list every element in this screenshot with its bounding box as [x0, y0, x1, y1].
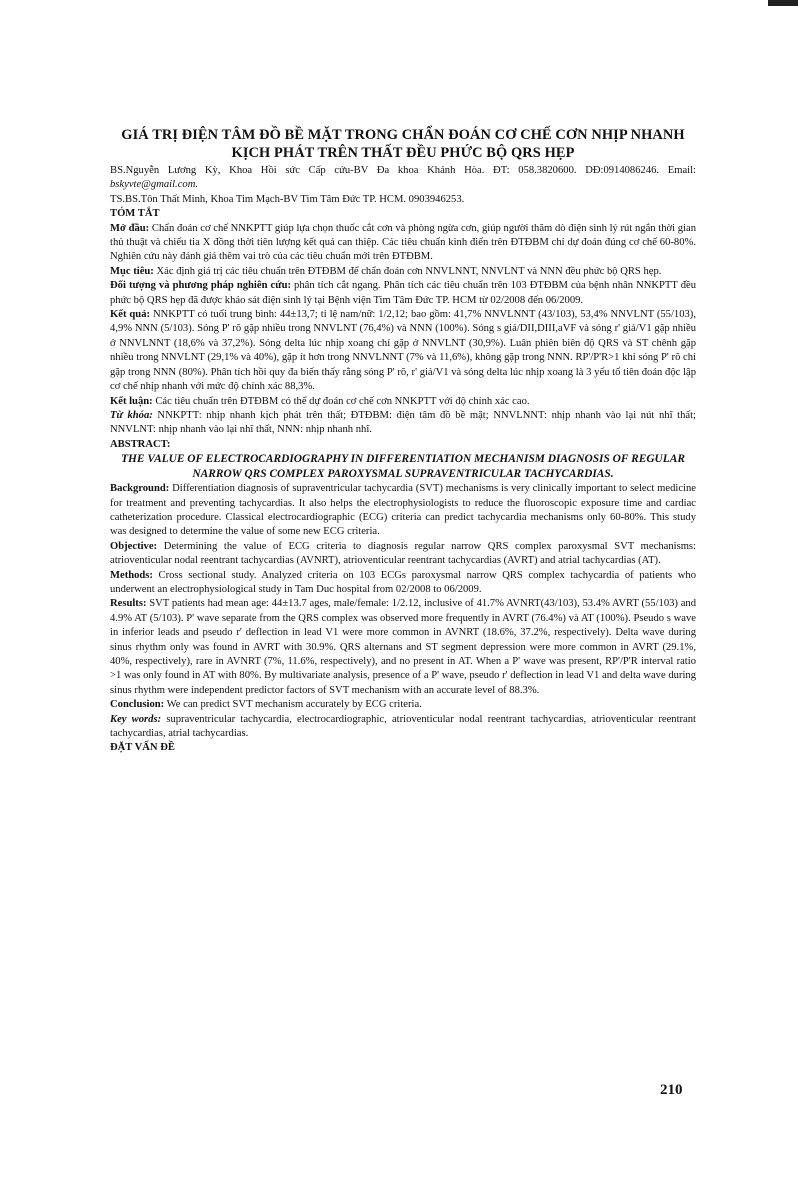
abstract-methods: Methods: Cross sectional study. Analyzed criteria on 103 ECGs paroxysmal narrow QRS complex tachycardia of patients who underwent an electrophysiological study in Tam Duc hospital from 02/2008 to 06/2009.: [110, 569, 696, 595]
abstract-title: THE VALUE OF ELECTROCARDIOGRAPHY IN DIFFERENTIATION MECHANISM DIAGNOSIS OF REGULAR NARROW QRS COMPLEX PAROXYSMAL SUPRAVENTRICULAR TACHYCARDIAS.: [121, 453, 685, 481]
abstract-results: Results: SVT patients had mean age: 44±13.7 ages, male/female: 1/2.12, inclusive of 41.7% AVNRT(43/103), 53.4% AVRT (55/103) and 4.9% AT (5/103). P' wave separate from the QRS complex was observed more frequently in AVRT (76.4%) và AT (100%). Pseudo s wave in inferior leads and pseudo r' deflection in lead V1 were more common in AVNRT (18.6%, 37.2%, respectively). Delta wave during sinus rhythm only was found in AVRT with 30.9%. QRS alternans and ST segment depression were more common in AVRT (29.1%, 40%, respectively), rare in AVNRT (7%, 11.6%, respectively), and no present in AT. When a P' wave was present, RP'/P'R interval ratio >1 was only found in AT with 80%. By multivariate analysis, presence of a P' wave, pseudo r' deflection in lead V1 and delta wave during sinus rhythm were independent predictor factors of SVT mechanism with an accurate level of 88.3%.: [110, 598, 696, 696]
page-number: 210: [660, 1082, 683, 1098]
summary-intro: Mở đầu: Chẩn đoán cơ chế NNKPTT giúp lựa chọn thuốc cắt cơn và phòng ngừa cơn, giúp người thăm dò điện sinh lý rút ngắn thời gian thủ thuật và chiếu tia X đồng thời tiên lượng kết quả can thiệp. Các tiêu chuẩn kinh điển trên ĐTĐBM chỉ dự đoán đúng cơ chế 60-80%. Nghiên cứu này đánh giá thêm vai trò của các tiêu chuẩn mới trên ĐTĐBM.: [110, 222, 697, 263]
paper-page: [110, 126, 696, 756]
summary-heading: TÓM TẮT: [110, 208, 160, 220]
summary-keywords: Từ khóa: NNKPTT: nhịp nhanh kịch phát trên thất; ĐTĐBM: điện tâm đồ bề mặt; NNVLNNT: nhịp nhanh vào lại nút nhĩ thất; NNVLNT: nhịp nhanh vào lại nhĩ thất, NNN: nhịp nhanh nhĩ.: [110, 409, 696, 436]
paper-title: GIÁ TRỊ ĐIỆN TÂM ĐỒ BỀ MẶT TRONG CHẨN ĐOÁN CƠ CHẾ CƠN NHỊP NHANH KỊCH PHÁT TRÊN THẤT ĐỀU PHỨC BỘ QRS HẸP: [121, 127, 685, 161]
intro-heading: ĐẶT VẤN ĐỀ: [110, 742, 175, 754]
author-email: bskyvte@gmail.com.: [110, 179, 198, 191]
author-2: TS.BS.Tôn Thất Minh, Khoa Tim Mạch-BV Tim Tâm Đức TP. HCM. 0903946253.: [110, 193, 465, 205]
scan-edge-mark: [768, 0, 798, 6]
abstract-keywords: Key words: supraventricular tachycardia, electrocardiographic, atrioventicular nodal reentrant tachycardias, atrioventicular reentrant tachycardias, atrial tachycardias.: [110, 713, 696, 740]
abstract-conclusion: Conclusion: We can predict SVT mechanism accurately by ECG criteria.: [110, 699, 422, 711]
summary-conclusion: Kết luận: Các tiêu chuẩn trên ĐTĐBM có thể dự đoán cơ chế cơn NNKPTT với độ chính xác cao.: [110, 395, 530, 407]
summary-results: Kết quả: NNKPTT có tuổi trung bình: 44±13,7; tỉ lệ nam/nữ: 1/2,12; bao gồm: 41,7% NNVLNNT (43/103), 53,4% NNVLNT (55/103), 4,9% NNN (5/103). Sóng P' rõ gặp nhiều trong NNVLNT (76,4%) và NNN (100%). Sóng s giả/DII,DIII,aVF và sóng r' giả/V1 gặp nhiều ở NNVLNNT (18,6% và 37,2%). Sóng delta lúc nhịp xoang chỉ gặp ở NNVLNT (30,9%). Luân phiên biên độ QRS và ST chênh gặp nhiều trong NNVLNT (29,1% và 40%), gặp ít hơn trong NNVLNNT (7% và 11,6%), không gặp trong NNN. RP'/P'R>1 khi sóng P' rõ chỉ gặp trong NNN (80%). Phân tích hồi quy đa biến thấy rằng sóng P' rõ, r' giả/V1 và sóng delta lúc nhịp xoang là 3 yếu tố tiên đoán độc lập cơ chế nhịp nhanh với mức độ chính xác 88,3%.: [110, 309, 696, 393]
summary-methods: Đối tượng và phương pháp nghiên cứu: phân tích cắt ngang. Phân tích các tiêu chuẩn trên 103 ĐTĐBM của bệnh nhân NNKPTT đều phức bộ QRS hẹp đã được khảo sát điện sinh lý tại Bệnh viện Tim Tâm Đức TP. HCM từ 02/2008 đến 06/2009.: [110, 280, 696, 306]
abstract-objective: Objective: Determining the value of ECG criteria to diagnosis regular narrow QRS complex paroxysmal SVT mechanisms: atrioventicular nodal reentrant tachycardias (AVNRT), atrioventicular reentrant tachycardias (AVRT) and atrial tachycardias (AT).: [110, 540, 696, 567]
abstract-background: Background: Differentiation diagnosis of supraventricular tachycardia (SVT) mechanisms is very clinically important to select medicine for treatment and preventing tachycardias. It also helps the electrophysiologists to reduce the fluoroscopic exposure time and cardiac catheterization procedure. Classical electrocardiographic (ECG) criteria can predict tachycardia mechanisms only 60-80%. This study was designed to determine the value of some new ECG criteria.: [110, 483, 696, 538]
summary-objective: Mục tiêu: Xác định giá trị các tiêu chuẩn trên ĐTĐBM để chẩn đoán cơn NNVLNNT, NNVLNT và NNN đều phức bộ QRS hẹp.: [110, 265, 662, 277]
author-1: BS.Nguyễn Lương Kỳ, Khoa Hồi sức Cấp cứu-BV Đa khoa Khánh Hòa. ĐT: 058.3820600. DĐ:0914086246. Email: bskyvte@gmail.com.: [110, 165, 696, 191]
abstract-heading: ABSTRACT:: [110, 438, 171, 450]
